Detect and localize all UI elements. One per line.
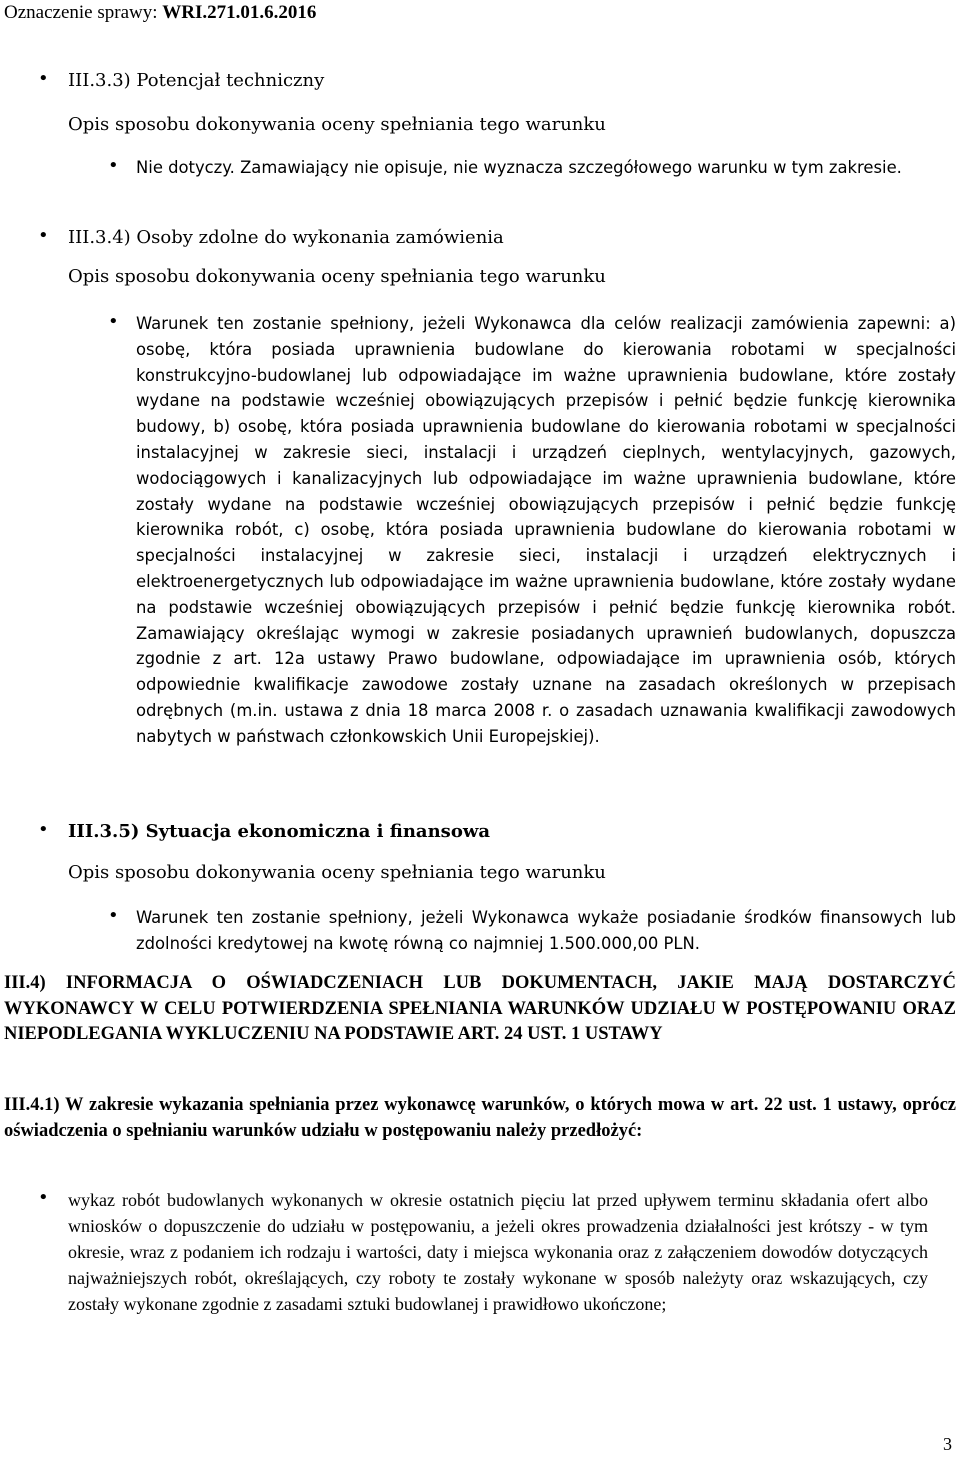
case-reference [4,2,316,24]
section-heading-iii-4: III.4) INFORMACJA O OŚWIADCZENIACH LUB DOKUMENTACH, JAKIE MAJĄ DOSTARCZYĆ WYKONAWCY W CELU POTWIERDZENIA SPEŁNIANIA WARUNKÓW UDZIAŁU W POSTĘPOWANIU ORAZ NIEPODLEGANIA WYKLUCZENIU NA PODSTAWIE ART. 24 UST. 1 USTAWY [4,973,956,1044]
assessment-description-label: Opis sposobu dokonywania oceny spełniania tego warunku [68,266,606,287]
bullet-icon: • [38,225,49,246]
bullet-icon: • [108,155,119,176]
required-document-item: wykaz robót budowlanych wykonanych w okresie ostatnich pięciu lat przed upływem terminu składania ofert albo wniosków o dopuszczenie do udziału w postępowaniu, a jeżeli okres prowadzenia działalności jest krótszy - w tym okresie, wraz z podaniem ich rodzaju i wartości, daty i miejsca wykonania oraz z załączeniem dowodów dotyczących najważniejszych robót, określających, czy roboty te zostały wykonane w sposób należyty oraz wskazujących, czy zostały wykonane zgodnie z zasadami sztuki budowlanej i prawidłowo ukończone; [68,1190,928,1314]
page-number: 3 [943,1434,952,1454]
bullet-icon: • [38,819,49,840]
condition-text-iii-3-4: Warunek ten zostanie spełniony, jeżeli Wykonawca dla celów realizacji zamówienia zapewni: a) osobę, która posiada uprawnienia budowlane do kierowania robotami w specjalności konstrukcyjno-budowlanej lub odpowiadające im ważne uprawnienia budowlane, które zostały wydane na podstawie wcześniej obowiązujących przepisów i pełnić będzie funkcję kierownika budowy, b) osobę, która posiada uprawnienia budowlane do kierowania robotami w specjalności instalacyjnej w zakresie sieci, instalacji i urządzeń cieplnych, wentylacyjnych, gazowych, wodociągowych i kanalizacyjnych lub odpowiadające im ważne uprawnienia budowlane, które zostały wydane na podstawie wcześniej obowiązujących przepisów i pełnić będzie funkcję kierownika robót, c) osobę, która posiada uprawnienia budowlane do kierowania robotami w specjalności instalacyjnej w zakresie sieci, instalacji i urządzeń elektrycznych i elektroenergetycznych lub odpowiadające im ważne uprawnienia budowlane, które zostały wydane na podstawie wcześniej obowiązujących przepisów i pełnić będzie funkcję kierownika robót. Zamawiający określając wymogi w zakresie posiadanych uprawnień budowlanych, dopuszcza zgodnie z art. 12a ustawy Prawo budowlane, odpowiadające im uprawnienia osób, których odpowiednie kwalifikacje zawodowe zostały uznane na zasadach określonych w przepisach odrębnych (m.in. ustawa z dnia 18 marca 2008 r. o zasadach uznawania kwalifikacji zawodowych nabytych w państwach członkowskich Unii Europejskiej). [136,314,956,746]
condition-text-iii-3-3: Nie dotyczy. Zamawiający nie opisuje, nie wyznacza szczegółowego warunku w tym zakresie. [136,158,902,177]
section-title-iii-3-4: III.3.4) Osoby zdolne do wykonania zamówienia [68,227,504,248]
section-title-iii-3-5: III.3.5) Sytuacja ekonomiczna i finansowa [68,821,490,842]
bullet-icon: • [38,1187,49,1208]
bullet-icon: • [38,68,49,89]
case-reference-code: WRI.271.01.6.2016 [162,2,317,23]
condition-text-iii-3-5: Warunek ten zostanie spełniony, jeżeli Wykonawca wykaże posiadanie środków finansowych lub zdolności kredytowej na kwotę równą co najmniej 1.500.000,00 PLN. [136,908,956,953]
case-reference-label: Oznaczenie sprawy: [4,2,158,23]
assessment-description-label: Opis sposobu dokonywania oceny spełniania tego warunku [68,862,606,883]
bullet-icon: • [108,905,119,926]
section-heading-iii-4-1: III.4.1) W zakresie wykazania spełniania przez wykonawcę warunków, o których mowa w art. 22 ust. 1 ustawy, oprócz oświadczenia o spełnianiu warunków udziału w postępowaniu należy przedłożyć: [4,1095,956,1141]
section-title-iii-3-3: III.3.3) Potencjał techniczny [68,70,325,91]
assessment-description-label: Opis sposobu dokonywania oceny spełniania tego warunku [68,114,606,135]
bullet-icon: • [108,311,119,332]
